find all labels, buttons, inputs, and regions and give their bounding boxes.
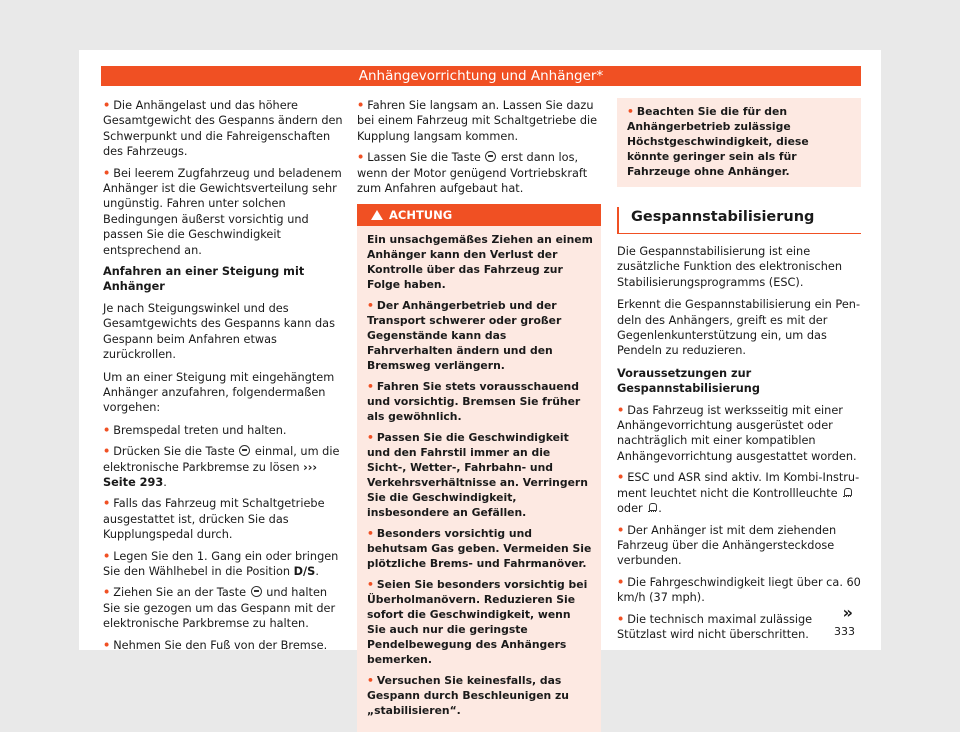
page-header: Anhängevorrichtung und Anhänger* xyxy=(101,66,861,86)
bullet-dot-icon: • xyxy=(617,471,625,485)
subheading: Anfahren an einer Steigung mit Anhänger xyxy=(103,265,305,294)
esc-off-lamp-icon xyxy=(648,503,656,513)
step-item: • Drücken Sie die Taste einmal, um die elektronische Parkbremse zu lösen ››› Seite 293. xyxy=(103,445,340,489)
requirement-item: • Die Fahrgeschwindigkeit liegt über ca. 60 km/h (37 mph). xyxy=(617,575,861,605)
note-box: • Beachten Sie die für den Anhängerbetrieb zulässige Höchstgeschwindigkeit, diese könnte geringer sein als für Fahrzeuge ohne Anhänger. xyxy=(617,98,861,187)
warning-body xyxy=(357,226,601,718)
esc-warning-lamp-icon xyxy=(843,488,851,498)
page-reference-link[interactable]: ››› Seite 293 xyxy=(103,460,318,489)
parking-brake-button-icon xyxy=(485,151,496,162)
warning-item: • Passen Sie die Geschwindigkeit und den Fahrstil immer an die Sicht-, Wetter-, Fahrbahn- und Verkehrsverhältnisse an. Verringern Sie die Geschwindigkeit, insbesondere an Gefällen. xyxy=(367,431,588,520)
requirement-item: • ESC und ASR sind aktiv. Im Kombi-Instrument leuchtet nicht die Kontrollleuchte oder . xyxy=(617,471,860,516)
bullet-dot-icon: • xyxy=(103,445,111,459)
column-2 xyxy=(357,98,601,732)
warning-box xyxy=(357,204,601,732)
page-number: 333 xyxy=(834,625,855,638)
bullet-dot-icon: • xyxy=(103,497,111,511)
bullet-dot-icon: • xyxy=(367,674,374,688)
parking-brake-button-icon xyxy=(239,445,250,456)
bullet-dot-icon: • xyxy=(103,549,111,563)
step-item: • Fahren Sie langsam an. Lassen Sie dazu bei einem Fahrzeug mit Schaltgetriebe die Kupplung langsam kommen. xyxy=(357,99,598,143)
manual-page xyxy=(79,50,881,718)
bullet-dot-icon: • xyxy=(617,403,625,417)
step-item: • Legen Sie den 1. Gang ein oder bringen Sie den Wählhebel in die Position D/S. xyxy=(103,549,339,578)
requirement-item: • Der Anhänger ist mit dem ziehenden Fahrzeug über die Anhängersteckdose verbunden. xyxy=(617,523,837,568)
paragraph: Je nach Steigungswinkel und des Gesamtgewichts des Gespanns kann das Gespann beim Anfahren etwas zurückrollen. xyxy=(103,301,335,362)
step-item: • Ziehen Sie an der Taste und halten Sie sie gezogen um das Gespann mit der elektronische Parkbremse zu halten. xyxy=(103,586,336,631)
subheading: Voraussetzungen zur Gespannstabilisierung xyxy=(617,366,760,396)
warning-item: • Der Anhängerbetrieb und der Transport schwerer oder großer Gegenstände kann das Fahrverhalten ändern und den Bremsweg verlängern. xyxy=(367,299,562,373)
paragraph: Erkennt die Gespannstabilisierung ein Pendeln des Anhängers, greift es mit der Gegenlenkunterstützung ein, um das Pendeln zu reduzieren. xyxy=(617,298,861,358)
bullet-dot-icon: • xyxy=(103,99,111,112)
bullet-item: • Bei leerem Zugfahrzeug und beladenem Anhänger ist die Gewichtsverteilung sehr ungünstig. Fahren unter solchen Bedingungen äußerst vorsichtig und passen Sie die Geschwindigkeit entsprechend an. xyxy=(103,166,342,257)
bullet-dot-icon: • xyxy=(617,612,625,626)
bullet-dot-icon: • xyxy=(367,299,374,313)
paragraph: Die Gespannstabilisierung ist eine zusätzliche Funktion des elektronischen Stabilisierungsprogramms (ESC). xyxy=(617,245,842,289)
column-1 xyxy=(103,98,343,659)
bullet-dot-icon: • xyxy=(367,380,374,394)
bullet-dot-icon: • xyxy=(617,523,625,537)
warning-intro: Ein unsachgemäßes Ziehen an einem Anhänger kann den Verlust der Kontrolle über das Fahrzeug zur Folge haben. xyxy=(367,233,593,292)
bullet-dot-icon: • xyxy=(367,527,374,541)
warning-item: • Fahren Sie stets vorausschauend und vorsichtig. Bremsen Sie früher als gewöhnlich. xyxy=(367,380,581,424)
bullet-item: • Die Anhängelast und das höhere Gesamtgewicht des Gespanns ändern den Schwerpunkt und die Fahreigenschaften des Fahrzeugs. xyxy=(103,99,343,159)
continue-arrow-icon: » xyxy=(842,603,853,622)
bullet-dot-icon: • xyxy=(367,431,374,445)
bullet-dot-icon: • xyxy=(367,578,374,592)
bullet-dot-icon: • xyxy=(103,638,111,652)
bullet-dot-icon: • xyxy=(357,151,365,165)
requirement-item: • Das Fahrzeug ist werksseitig mit einer Anhängevorrichtung ausgerüstet oder nachträglich mit einer kompatiblen Anhängevorrichtung ausgestattet worden. xyxy=(617,403,857,463)
warning-triangle-icon xyxy=(371,210,383,220)
warning-item: • Besonders vorsichtig und behutsam Gas geben. Vermeiden Sie plötzliche Brems- und Fahrmanöver. xyxy=(367,527,592,571)
column-3 xyxy=(617,98,861,648)
requirement-item: • Die technisch maximal zulässige Stützlast wird nicht überschritten. xyxy=(617,612,813,641)
bullet-dot-icon: • xyxy=(103,166,111,180)
step-item: • Falls das Fahrzeug mit Schaltgetriebe ausgestattet ist, drücken Sie das Kupplungspedal durch. xyxy=(103,497,325,542)
warning-header: ACHTUNG xyxy=(357,204,601,226)
step-item: • Lassen Sie die Taste erst dann los, wenn der Motor genügend Vortriebskraft zum Anfahren aufgebaut hat. xyxy=(357,151,588,196)
paragraph: Um an einer Steigung mit eingehängtem Anhänger anzufahren, folgendermaßen vorgehen: xyxy=(103,370,335,415)
step-item: • Bremspedal treten und halten. xyxy=(103,423,287,437)
bullet-dot-icon: • xyxy=(617,575,625,589)
bullet-dot-icon: • xyxy=(103,423,111,437)
bullet-dot-icon: • xyxy=(627,105,634,118)
warning-item: • Seien Sie besonders vorsichtig bei Überholmanövern. Reduzieren Sie sofort die Geschwindigkeit, wenn Sie auch nur die geringste Pendelbewegung des Anhängers bemerken. xyxy=(367,578,588,667)
parking-brake-button-icon xyxy=(251,586,262,597)
step-item: • Nehmen Sie den Fuß von der Bremse. xyxy=(103,638,328,652)
bullet-dot-icon: • xyxy=(357,99,365,112)
section-title: Gespannstabilisierung xyxy=(617,207,861,234)
bullet-dot-icon: • xyxy=(103,586,111,600)
warning-item: • Versuchen Sie keinesfalls, das Gespann durch Beschleunigen zu „stabilisieren“. xyxy=(367,674,569,718)
